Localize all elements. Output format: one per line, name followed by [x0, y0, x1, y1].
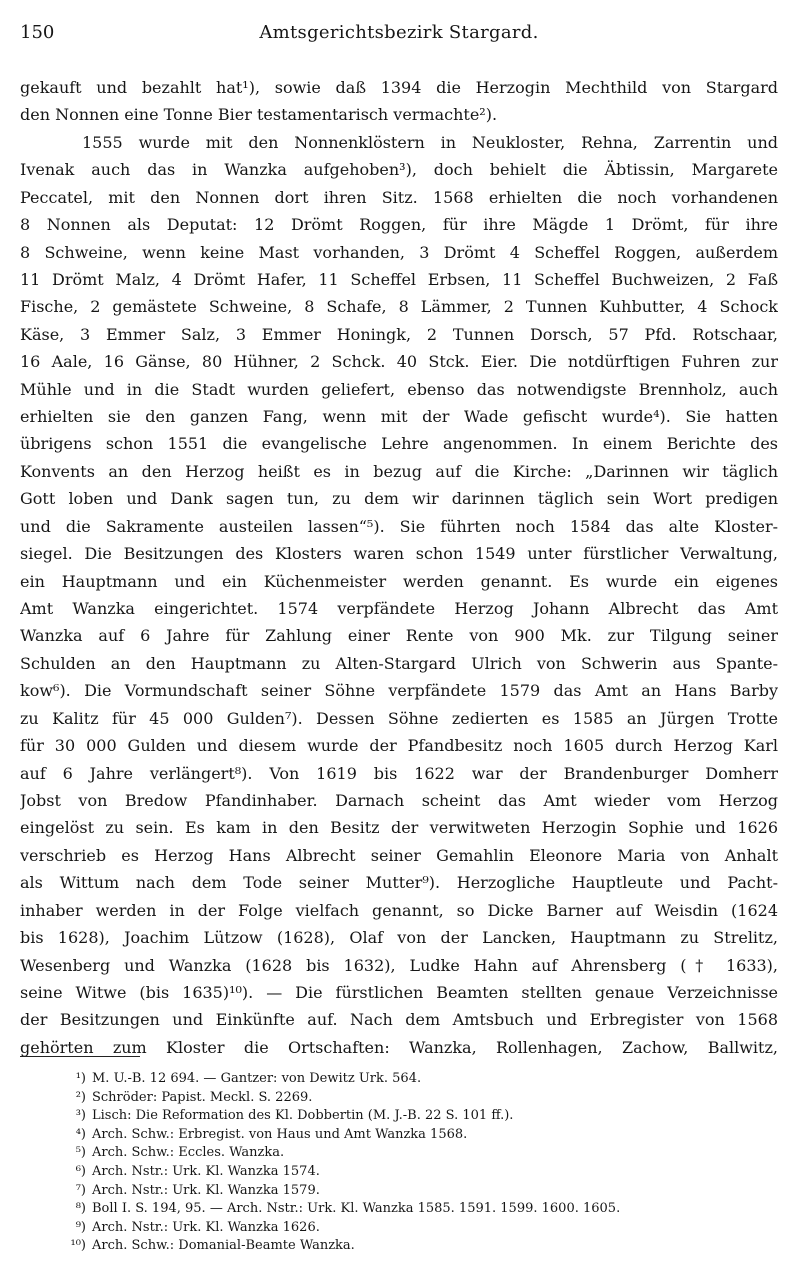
footnote-text: Lisch: Die Reformation des Kl. Dobbertin (M. J.-B. 22 S. 101 ff.). — [92, 1108, 514, 1124]
text-line: Käse, 3 Emmer Salz, 3 Emmer Honingk, 2 Tunnen Dorsch, 57 Pfd. Rotschaar, — [20, 324, 778, 344]
text-line: verschrieb es Herzog Hans Albrecht seiner Gemahlin Eleonore Maria von Anhalt — [20, 845, 778, 865]
text-line: der Besitzungen und Einkünfte auf. Nach dem Amtsbuch und Erbregister von 1568 — [20, 1010, 778, 1030]
text-line: zu Kalitz für 45 000 Gulden⁷). Dessen Söhne zedierten es 1585 an Jürgen Trotte — [20, 708, 778, 728]
text-line: auf 6 Jahre verlängert⁸). Von 1619 bis 1622 war der Brandenburger Domherr — [20, 763, 778, 783]
footnote-mark: ²) — [75, 1089, 86, 1105]
footnote — [58, 1107, 782, 1126]
footnote-text: Arch. Nstr.: Urk. Kl. Wanzka 1626. — [92, 1219, 320, 1235]
text-line: Fische, 2 gemästete Schweine, 8 Schafe, 8 Lämmer, 2 Tunnen Kuhbutter, 4 Schock — [20, 297, 778, 317]
text-line: Ivenak auch das in Wanzka aufgehoben³), doch behielt die Äbtissin, Margarete — [20, 160, 778, 180]
text-line: inhaber werden in der Folge vielfach genannt, so Dicke Barner auf Weisdin (1624 — [20, 900, 778, 920]
footnote-mark: ⁹) — [75, 1219, 86, 1235]
text-line: kow⁶). Die Vormundschaft seiner Söhne verpfändete 1579 das Amt an Hans Barby — [20, 681, 778, 701]
body-text — [20, 74, 778, 1061]
footnote — [58, 1200, 782, 1219]
text-line: Peccatel, mit den Nonnen dort ihren Sitz. 1568 erhielten die noch vorhandenen — [20, 187, 778, 207]
text-line: gehörten zum Kloster die Ortschaften: Wanzka, Rollenhagen, Zachow, Ballwitz, — [20, 1037, 778, 1057]
footnote — [58, 1089, 782, 1108]
footnote-text: Arch. Schw.: Domanial-Beamte Wanzka. — [92, 1238, 355, 1254]
footnote — [58, 1163, 782, 1182]
footnote-mark: ⁴) — [75, 1126, 86, 1142]
running-title: Amtsgerichtsbezirk Stargard. — [259, 22, 539, 43]
text-line: 8 Schweine, wenn keine Mast vorhanden, 3 Drömt 4 Scheffel Roggen, außerdem — [20, 242, 778, 262]
text-line: Gott loben und Dank sagen tun, zu dem wir darinnen täglich sein Wort predigen — [20, 489, 778, 509]
text-line: 1555 wurde mit den Nonnenklöstern in Neukloster, Rehna, Zarrentin und — [82, 132, 778, 152]
text-line: Jobst von Bredow Pfandinhaber. Darnach scheint das Amt wieder vom Herzog — [20, 790, 778, 810]
text-line: und die Sakramente austeilen lassen“⁵). Sie führten noch 1584 das alte Kloster- — [20, 516, 778, 536]
footnote-divider — [20, 1056, 140, 1057]
text-line: Konvents an den Herzog heißt es in bezug auf die Kirche: „Darinnen wir täglich — [20, 461, 778, 481]
footnote — [58, 1219, 782, 1238]
footnotes — [58, 1070, 782, 1256]
page-number: 150 — [20, 22, 55, 43]
footnote-text: Schröder: Papist. Meckl. S. 2269. — [92, 1089, 313, 1105]
text-line: Amt Wanzka eingerichtet. 1574 verpfändete Herzog Johann Albrecht das Amt — [20, 599, 778, 619]
footnote-text: Arch. Nstr.: Urk. Kl. Wanzka 1579. — [92, 1182, 320, 1198]
footnote-text: Arch. Nstr.: Urk. Kl. Wanzka 1574. — [92, 1163, 320, 1179]
footnote-text: M. U.-B. 12 694. — Gantzer: von Dewitz Urk. 564. — [92, 1071, 422, 1086]
text-line: Wanzka auf 6 Jahre für Zahlung einer Rente von 900 Mk. zur Tilgung seiner — [20, 626, 778, 646]
page-header — [20, 18, 778, 48]
footnote — [58, 1144, 782, 1163]
text-line: Schulden an den Hauptmann zu Alten-Stargard Ulrich von Schwerin aus Spante- — [20, 653, 778, 673]
footnote-mark: ⁷) — [75, 1182, 86, 1198]
text-line: als Wittum nach dem Tode seiner Mutter⁹). Herzogliche Hauptleute und Pacht- — [20, 873, 778, 893]
text-line: Mühle und in die Stadt wurden geliefert, ebenso das notwendigste Brennholz, auch — [20, 379, 778, 399]
text-line: gekauft und bezahlt hat¹), sowie daß 1394 die Herzogin Mechthild von Stargard — [20, 78, 778, 97]
footnote-mark: ¹⁰) — [70, 1238, 86, 1254]
text-line: siegel. Die Besitzungen des Klosters waren schon 1549 unter fürstlicher Verwaltung, — [20, 544, 778, 564]
text-line: seine Witwe (bis 1635)¹⁰). — Die fürstlichen Beamten stellten genaue Verzeichnisse — [20, 982, 778, 1002]
footnote-mark: ³) — [75, 1108, 86, 1124]
text-line: eingelöst zu sein. Es kam in den Besitz der verwitweten Herzogin Sophie und 1626 — [20, 818, 778, 838]
text-line: Wesenberg und Wanzka (1628 bis 1632), Ludke Hahn auf Ahrensberg († 1633), — [20, 955, 778, 975]
footnote-mark: ⁸) — [75, 1201, 86, 1217]
text-line: 11 Drömt Malz, 4 Drömt Hafer, 11 Scheffel Erbsen, 11 Scheffel Buchweizen, 2 Faß — [20, 269, 778, 289]
footnote-mark: ⁵) — [75, 1145, 86, 1161]
text-line: 8 Nonnen als Deputat: 12 Drömt Roggen, für ihre Mägde 1 Drömt, für ihre — [20, 215, 778, 235]
footnote-mark: ¹) — [75, 1071, 86, 1086]
footnote — [58, 1237, 782, 1256]
text-line: für 30 000 Gulden und diesem wurde der Pfandbesitz noch 1605 durch Herzog Karl — [20, 736, 778, 756]
footnote — [58, 1126, 782, 1145]
footnote-text: Arch. Schw.: Eccles. Wanzka. — [92, 1145, 285, 1161]
text-line: ein Hauptmann und ein Küchenmeister werden genannt. Es wurde ein eigenes — [20, 571, 778, 591]
footnote — [58, 1070, 782, 1089]
footnote-text: Boll I. S. 194, 95. — Arch. Nstr.: Urk. Kl. Wanzka 1585. 1591. 1599. 1600. 1605. — [92, 1201, 621, 1217]
text-line: 16 Aale, 16 Gänse, 80 Hühner, 2 Schck. 40 Stck. Eier. Die notdürftigen Fuhren zur — [20, 352, 778, 372]
text-line: erhielten sie den ganzen Fang, wenn mit der Wade gefischt wurde⁴). Sie hatten — [20, 407, 778, 427]
footnote-mark: ⁶) — [75, 1163, 86, 1179]
footnote — [58, 1182, 782, 1201]
text-line: übrigens schon 1551 die evangelische Lehre angenommen. In einem Berichte des — [20, 434, 778, 454]
text-line: den Nonnen eine Tonne Bier testamentarisch vermachte²). — [20, 105, 498, 125]
footnote-text: Arch. Schw.: Erbregist. von Haus und Amt Wanzka 1568. — [92, 1126, 468, 1142]
text-line: bis 1628), Joachim Lützow (1628), Olaf von der Lancken, Hauptmann zu Strelitz, — [20, 928, 778, 948]
